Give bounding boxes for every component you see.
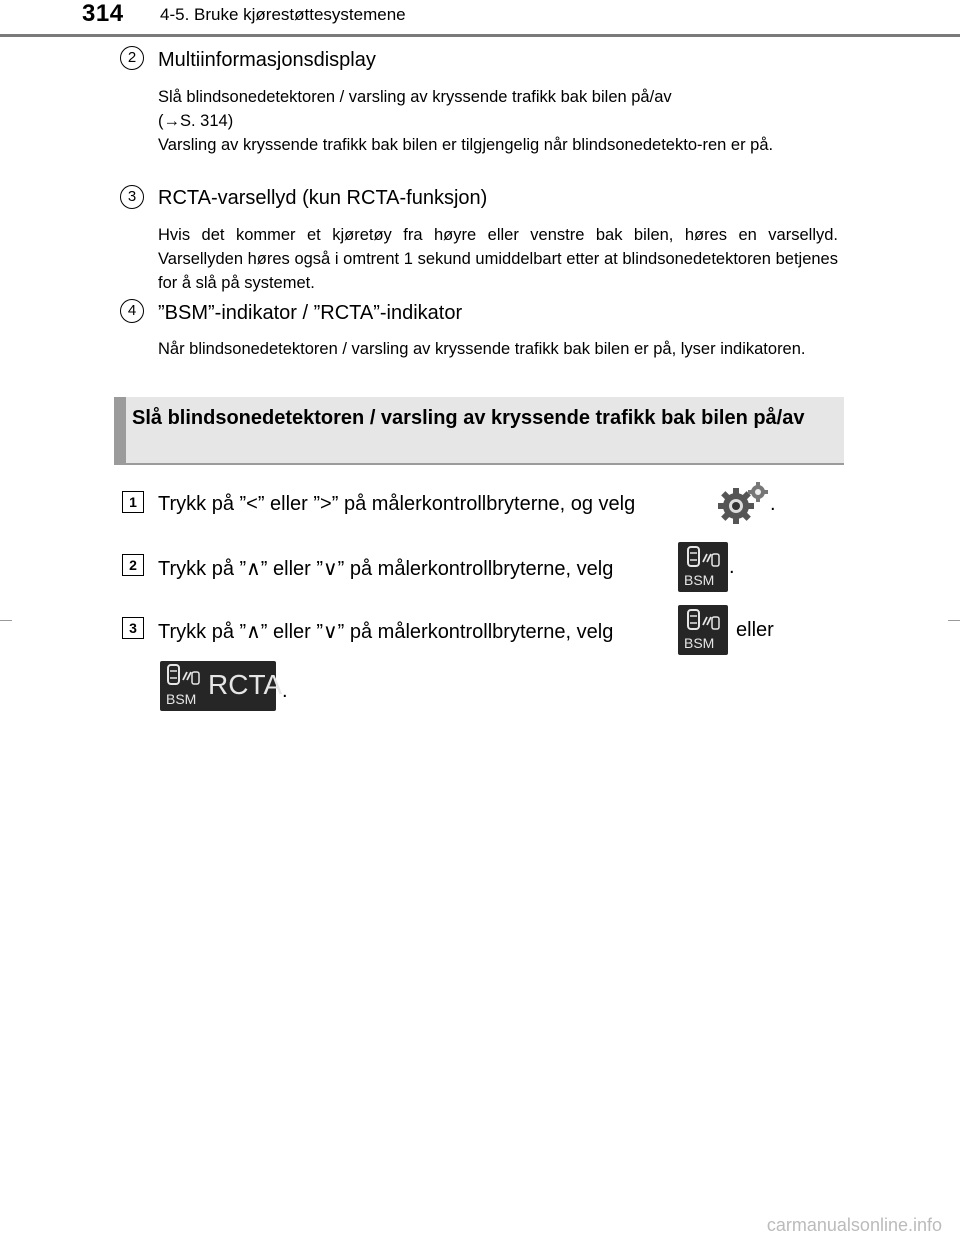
item-body-3: Hvis det kommer et kjøretøy fra høyre eller venstre bak bilen, høres en varsellyd. Varsellyden høres også i omtrent 1 sekund umiddelbart etter at blindsonedetektoren betjenes for å slå på systemet. bbox=[158, 226, 838, 292]
step-number-3: 3 bbox=[122, 617, 144, 639]
step-text-1-main: Trykk på ”<” eller ”>” på målerkontrollbryterne, og velg bbox=[158, 493, 636, 515]
item-number-3: 3 bbox=[120, 185, 144, 209]
bsm-rcta-icon bbox=[160, 661, 283, 711]
step-text-1 bbox=[158, 493, 635, 516]
item-body-2-line2: (→S. 314) bbox=[158, 112, 234, 130]
step-number-1: 1 bbox=[122, 491, 144, 513]
bsm-icon-2 bbox=[678, 605, 728, 655]
car-sensor-icon bbox=[678, 542, 728, 572]
car-sensor-icon bbox=[678, 605, 728, 635]
crop-mark-left bbox=[0, 620, 12, 621]
item-title-3: RCTA-varsellyd (kun RCTA-funksjon) bbox=[158, 187, 488, 209]
item-body-2 bbox=[158, 85, 838, 157]
chapter-title: 4-5. Bruke kjørestøttesystemene bbox=[160, 5, 406, 24]
header-rule bbox=[0, 34, 960, 37]
item-body-2-line1: Slå blindsonedetektoren / varsling av kryssende trafikk bak bilen på/av bbox=[158, 88, 672, 106]
page-number: 314 bbox=[82, 0, 124, 27]
bsm-label: BSM bbox=[684, 635, 715, 651]
item-title-2: Multiinformasjonsdisplay bbox=[158, 49, 376, 71]
step-3-suffix: eller bbox=[736, 619, 774, 641]
crop-mark-right bbox=[948, 620, 960, 621]
item-number-4: 4 bbox=[120, 299, 144, 323]
watermark: carmanualsonline.info bbox=[766, 1215, 942, 1235]
step-number-2: 2 bbox=[122, 554, 144, 576]
bsm-label: BSM bbox=[166, 691, 197, 707]
item-number-2: 2 bbox=[120, 46, 144, 70]
bsm-icon bbox=[678, 542, 728, 592]
step-text-3: Trykk på ”∧” eller ”∨” på målerkontrollbryterne, velg bbox=[158, 621, 614, 643]
item-body-2-line3: Varsling av kryssende trafikk bak bilen er tilgjengelig når blindsonedetekto-ren er på. bbox=[158, 136, 774, 154]
car-sensor-icon bbox=[160, 661, 206, 691]
rcta-label: RCTA bbox=[208, 669, 283, 700]
gear-icon bbox=[716, 480, 770, 524]
item-title-4: ”BSM”-indikator / ”RCTA”-indikator bbox=[158, 302, 463, 324]
step-text-2: Trykk på ”∧” eller ”∨” på målerkontrollbryterne, velg bbox=[158, 558, 614, 580]
bsm-label: BSM bbox=[684, 572, 715, 588]
step-1-suffix: . bbox=[770, 493, 776, 515]
step-3-suffix2: . bbox=[282, 680, 288, 702]
step-2-suffix: . bbox=[729, 556, 735, 578]
section-heading: Slå blindsonedetektoren / varsling av kryssende trafikk bak bilen på/av bbox=[114, 397, 844, 465]
item-body-4: Når blindsonedetektoren / varsling av kryssende trafikk bak bilen er på, lyser indikatoren. bbox=[158, 340, 806, 358]
